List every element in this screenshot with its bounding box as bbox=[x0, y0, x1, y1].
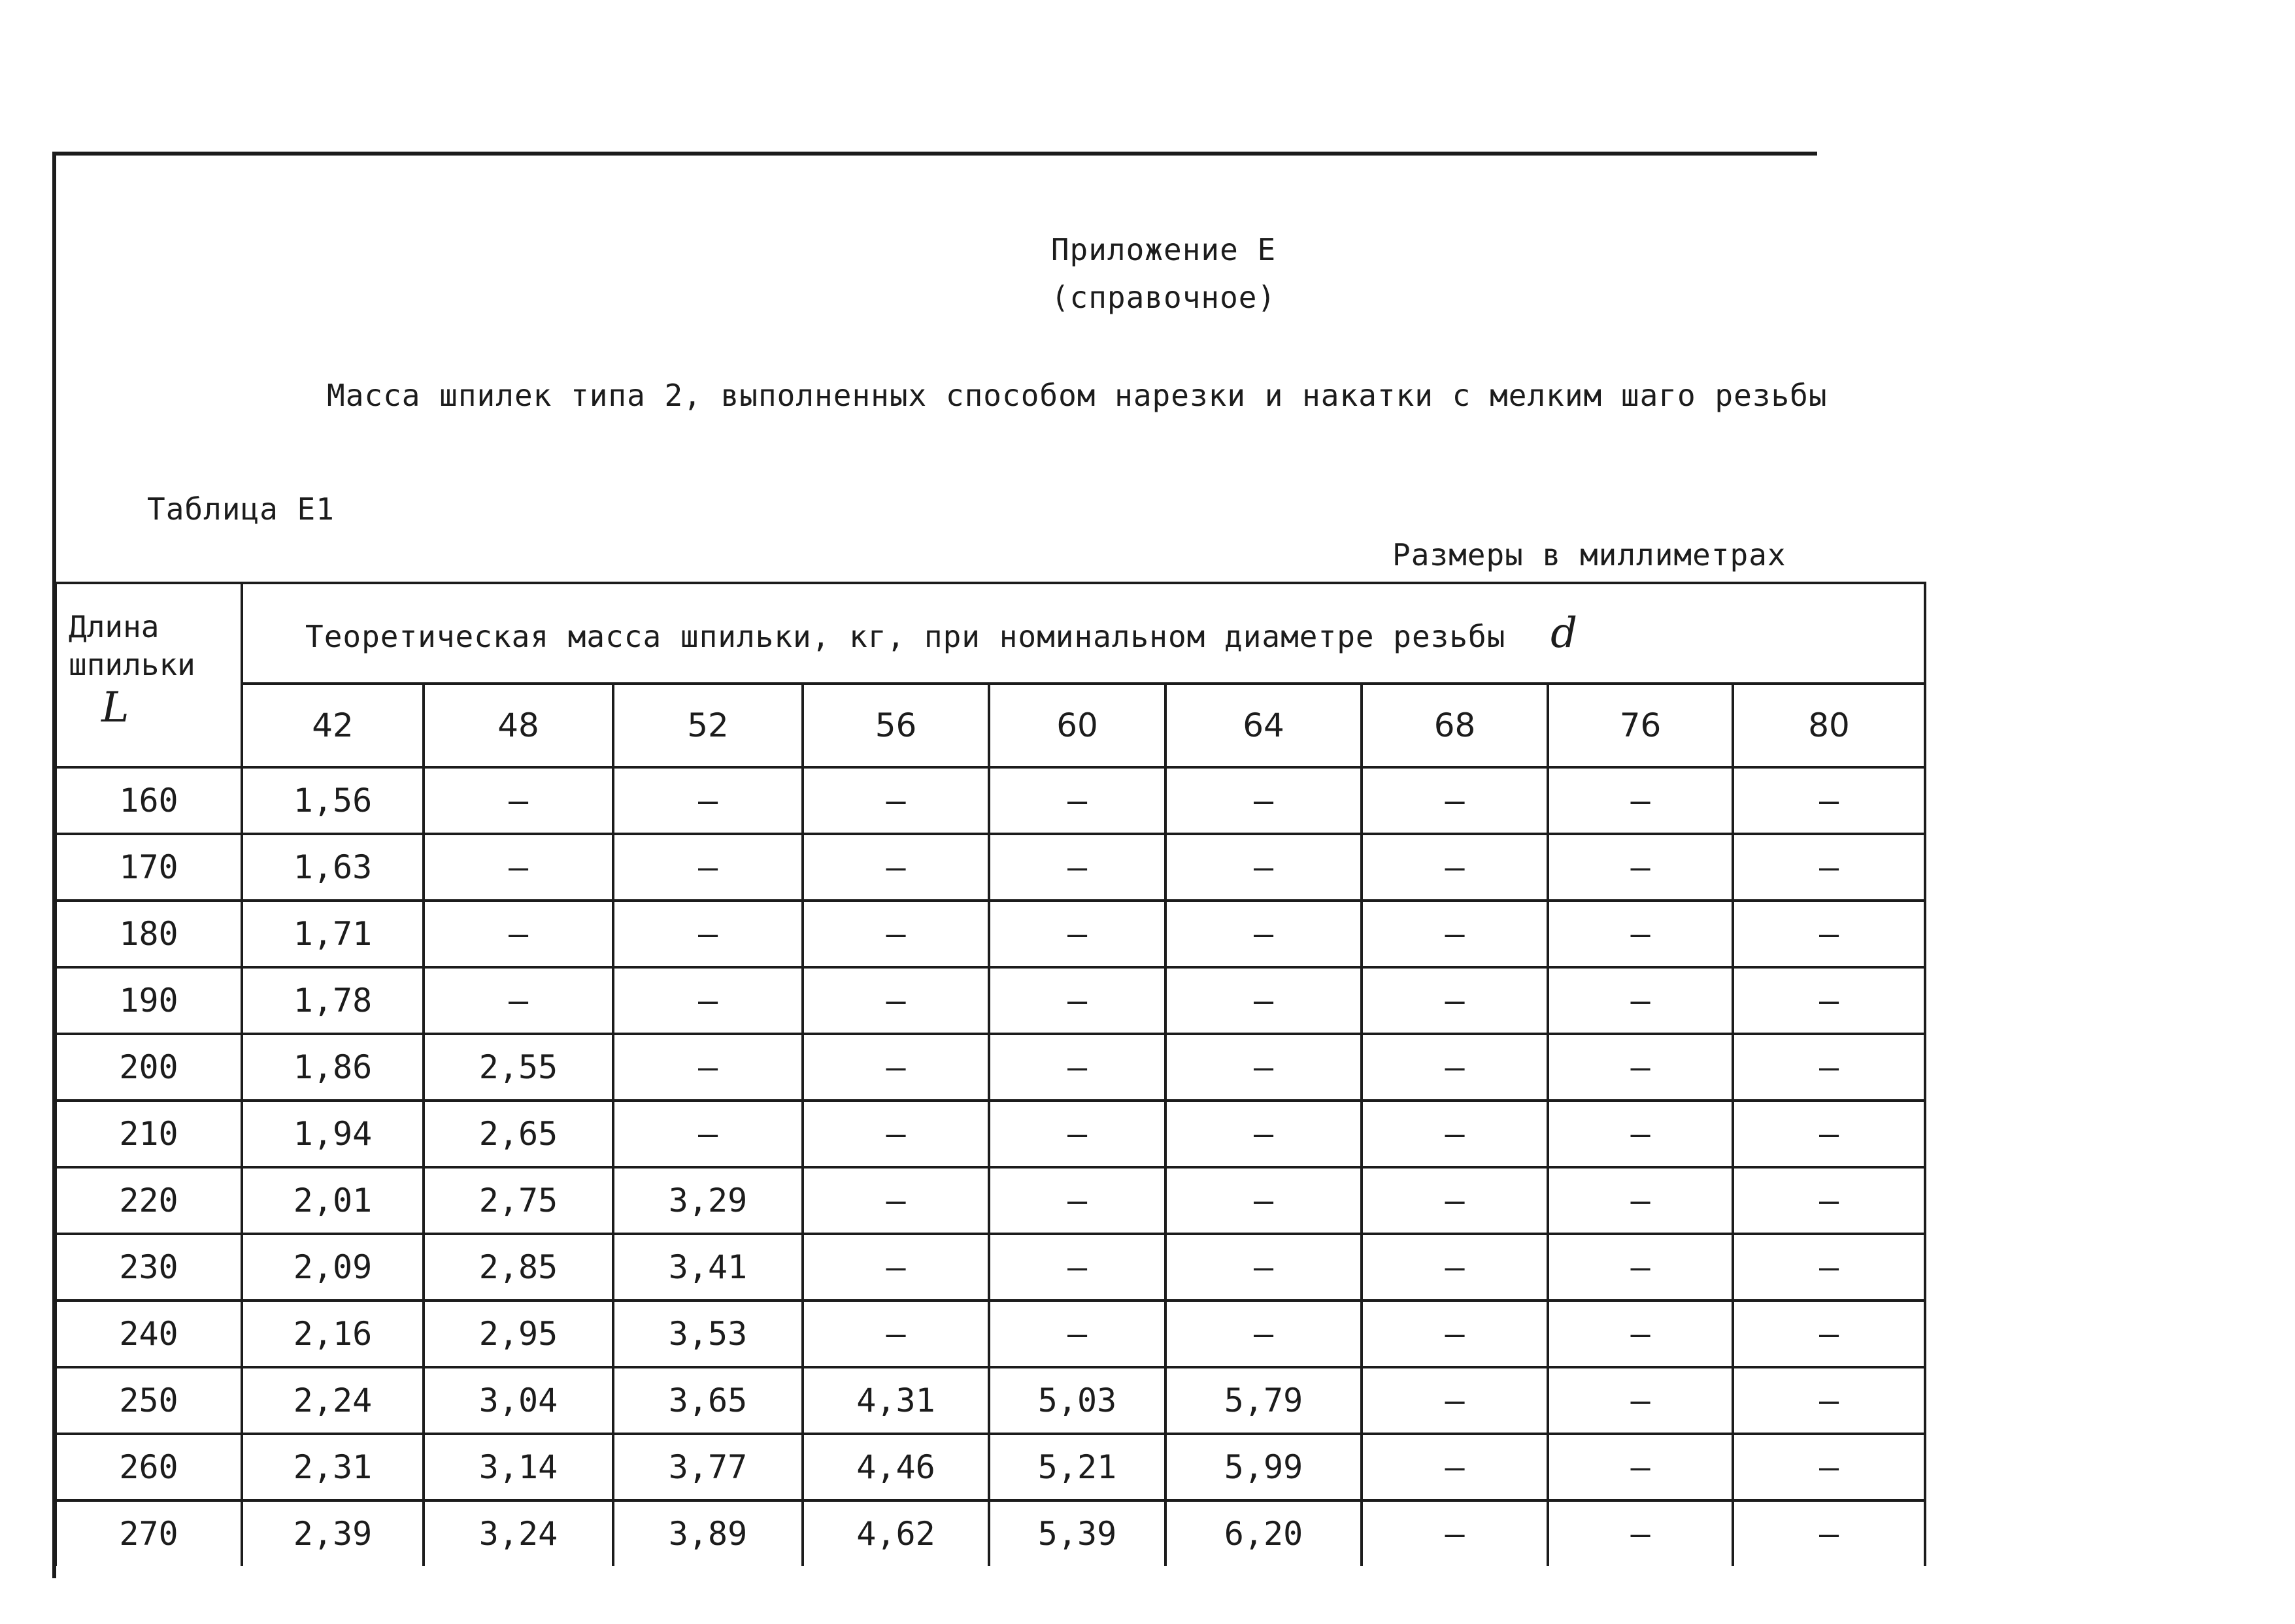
mass-table bbox=[54, 582, 1926, 1566]
mass-cell: 1,56 bbox=[242, 767, 424, 834]
mass-cell: – bbox=[803, 1034, 989, 1101]
mass-cell: 2,16 bbox=[242, 1301, 424, 1367]
mass-cell: – bbox=[803, 834, 989, 901]
mass-cell: – bbox=[1733, 767, 1925, 834]
mass-cell: – bbox=[1733, 967, 1925, 1034]
length-cell: 240 bbox=[56, 1301, 242, 1367]
appendix-label: Приложение Е bbox=[1050, 232, 1277, 267]
mass-cell: 2,31 bbox=[242, 1434, 424, 1500]
mass-cell: – bbox=[1548, 1500, 1733, 1566]
mass-cell: – bbox=[989, 967, 1165, 1034]
table-row bbox=[56, 1167, 1925, 1234]
mass-cell: – bbox=[1362, 1101, 1548, 1167]
diameter-header: 42 bbox=[242, 684, 424, 767]
length-cell: 250 bbox=[56, 1367, 242, 1434]
mass-cell: – bbox=[1733, 1234, 1925, 1301]
mass-cell: – bbox=[989, 1034, 1165, 1101]
table-row bbox=[56, 1500, 1925, 1566]
table-caption: Масса шпилек типа 2, выполненных способом нарезки и накатки с мелким шаго резьбы bbox=[327, 378, 1828, 413]
mass-cell: – bbox=[1165, 1234, 1362, 1301]
mass-cell: – bbox=[424, 901, 613, 967]
mass-cell: – bbox=[1548, 1167, 1733, 1234]
mass-cell: – bbox=[1733, 1034, 1925, 1101]
mass-cell: – bbox=[803, 1167, 989, 1234]
length-header bbox=[56, 583, 242, 767]
table-row bbox=[56, 901, 1925, 967]
mass-cell: 3,89 bbox=[613, 1500, 803, 1566]
top-border-rule bbox=[52, 152, 1817, 156]
mass-cell: 1,63 bbox=[242, 834, 424, 901]
mass-cell: – bbox=[1548, 834, 1733, 901]
mass-cell: – bbox=[803, 901, 989, 967]
table-row bbox=[56, 1434, 1925, 1500]
mass-cell: – bbox=[613, 967, 803, 1034]
units-note: Размеры в миллиметрах bbox=[1392, 537, 1786, 572]
mass-cell: – bbox=[1362, 767, 1548, 834]
mass-cell: – bbox=[1362, 834, 1548, 901]
length-header-label: Длина шпильки bbox=[69, 609, 195, 682]
mass-cell: 2,75 bbox=[424, 1167, 613, 1234]
table-row bbox=[56, 1301, 1925, 1367]
mass-cell: – bbox=[1548, 1234, 1733, 1301]
mass-cell: 5,99 bbox=[1165, 1434, 1362, 1500]
length-cell: 230 bbox=[56, 1234, 242, 1301]
mass-cell: 1,71 bbox=[242, 901, 424, 967]
mass-cell: – bbox=[613, 834, 803, 901]
mass-cell: 6,20 bbox=[1165, 1500, 1362, 1566]
mass-cell: 5,21 bbox=[989, 1434, 1165, 1500]
mass-cell: 3,29 bbox=[613, 1167, 803, 1234]
diameter-symbol: d bbox=[1550, 609, 1579, 657]
length-cell: 270 bbox=[56, 1500, 242, 1566]
diameter-header: 64 bbox=[1165, 684, 1362, 767]
mass-cell: – bbox=[1548, 1101, 1733, 1167]
mass-cell: – bbox=[803, 1101, 989, 1167]
mass-cell: – bbox=[1362, 1367, 1548, 1434]
mass-cell: – bbox=[1165, 1301, 1362, 1367]
mass-cell: – bbox=[989, 767, 1165, 834]
mass-cell: 3,04 bbox=[424, 1367, 613, 1434]
table-row bbox=[56, 1367, 1925, 1434]
table-row bbox=[56, 1034, 1925, 1101]
mass-cell: – bbox=[613, 1101, 803, 1167]
mass-cell: – bbox=[1362, 967, 1548, 1034]
mass-cell: – bbox=[1548, 967, 1733, 1034]
mass-cell: – bbox=[1165, 834, 1362, 901]
length-cell: 190 bbox=[56, 967, 242, 1034]
mass-cell: – bbox=[1165, 1167, 1362, 1234]
mass-cell: – bbox=[1548, 1301, 1733, 1367]
mass-cell: – bbox=[989, 901, 1165, 967]
mass-cell: 3,53 bbox=[613, 1301, 803, 1367]
mass-cell: – bbox=[1733, 834, 1925, 901]
mass-cell: – bbox=[1733, 901, 1925, 967]
diameter-header: 68 bbox=[1362, 684, 1548, 767]
mass-cell: – bbox=[1733, 1434, 1925, 1500]
mass-cell: – bbox=[1165, 1034, 1362, 1101]
mass-cell: 4,62 bbox=[803, 1500, 989, 1566]
mass-cell: – bbox=[1548, 1367, 1733, 1434]
table-row bbox=[56, 1101, 1925, 1167]
header-row bbox=[56, 583, 1925, 684]
mass-cell: – bbox=[1165, 1101, 1362, 1167]
mass-cell: 4,31 bbox=[803, 1367, 989, 1434]
mass-cell: – bbox=[1362, 1034, 1548, 1101]
mass-cell: – bbox=[989, 1301, 1165, 1367]
mass-cell: – bbox=[1733, 1367, 1925, 1434]
mass-cell: – bbox=[1362, 1167, 1548, 1234]
mass-cell: – bbox=[1362, 1434, 1548, 1500]
mass-cell: – bbox=[613, 1034, 803, 1101]
mass-cell: – bbox=[1165, 901, 1362, 967]
diameter-header: 76 bbox=[1548, 684, 1733, 767]
mass-cell: – bbox=[1165, 967, 1362, 1034]
length-cell: 200 bbox=[56, 1034, 242, 1101]
appendix-note: (справочное) bbox=[1050, 280, 1277, 315]
mass-cell: – bbox=[989, 1167, 1165, 1234]
mass-cell: – bbox=[1548, 1034, 1733, 1101]
mass-cell: – bbox=[1165, 767, 1362, 834]
mass-cell: – bbox=[1733, 1301, 1925, 1367]
table-label: Таблица Е1 bbox=[147, 491, 335, 527]
mass-cell: 2,01 bbox=[242, 1167, 424, 1234]
mass-cell: – bbox=[1362, 1234, 1548, 1301]
mass-cell: – bbox=[989, 834, 1165, 901]
mass-cell: – bbox=[1548, 767, 1733, 834]
mass-cell: – bbox=[1362, 1301, 1548, 1367]
mass-cell: 1,86 bbox=[242, 1034, 424, 1101]
mass-cell: 2,09 bbox=[242, 1234, 424, 1301]
mass-cell: – bbox=[424, 834, 613, 901]
diameter-header: 52 bbox=[613, 684, 803, 767]
mass-cell: – bbox=[424, 967, 613, 1034]
mass-cell: 1,94 bbox=[242, 1101, 424, 1167]
mass-cell: – bbox=[1362, 1500, 1548, 1566]
mass-cell: 1,78 bbox=[242, 967, 424, 1034]
mass-cell: – bbox=[1733, 1500, 1925, 1566]
mass-header-label: Теоретическая масса шпильки, кг, при номинальном диаметре резьбы bbox=[305, 619, 1506, 654]
length-cell: 220 bbox=[56, 1167, 242, 1234]
mass-cell: – bbox=[613, 901, 803, 967]
mass-cell: 2,39 bbox=[242, 1500, 424, 1566]
mass-cell: 3,77 bbox=[613, 1434, 803, 1500]
mass-cell: 3,24 bbox=[424, 1500, 613, 1566]
mass-cell: – bbox=[803, 767, 989, 834]
mass-cell: – bbox=[1733, 1101, 1925, 1167]
mass-cell: – bbox=[989, 1101, 1165, 1167]
mass-cell: – bbox=[803, 1301, 989, 1367]
length-cell: 170 bbox=[56, 834, 242, 901]
mass-cell: – bbox=[1548, 901, 1733, 967]
mass-cell: 3,41 bbox=[613, 1234, 803, 1301]
mass-cell: 2,65 bbox=[424, 1101, 613, 1167]
length-symbol: L bbox=[101, 684, 129, 732]
length-cell: 160 bbox=[56, 767, 242, 834]
mass-cell: 5,39 bbox=[989, 1500, 1165, 1566]
mass-cell: – bbox=[1362, 901, 1548, 967]
diameter-row bbox=[56, 684, 1925, 767]
table-row bbox=[56, 967, 1925, 1034]
mass-cell: 2,85 bbox=[424, 1234, 613, 1301]
mass-cell: – bbox=[1733, 1167, 1925, 1234]
mass-cell: 5,03 bbox=[989, 1367, 1165, 1434]
diameter-header: 60 bbox=[989, 684, 1165, 767]
mass-cell: 2,95 bbox=[424, 1301, 613, 1367]
mass-cell: – bbox=[424, 767, 613, 834]
length-cell: 210 bbox=[56, 1101, 242, 1167]
length-cell: 260 bbox=[56, 1434, 242, 1500]
mass-cell: – bbox=[1548, 1434, 1733, 1500]
diameter-header: 48 bbox=[424, 684, 613, 767]
diameter-header: 56 bbox=[803, 684, 989, 767]
mass-cell: 2,24 bbox=[242, 1367, 424, 1434]
mass-header bbox=[242, 583, 1925, 684]
table-row bbox=[56, 767, 1925, 834]
mass-cell: – bbox=[803, 967, 989, 1034]
mass-cell: – bbox=[989, 1234, 1165, 1301]
length-cell: 180 bbox=[56, 901, 242, 967]
mass-cell: 3,14 bbox=[424, 1434, 613, 1500]
table-body bbox=[56, 767, 1925, 1566]
mass-cell: 5,79 bbox=[1165, 1367, 1362, 1434]
table-row bbox=[56, 1234, 1925, 1301]
mass-cell: 4,46 bbox=[803, 1434, 989, 1500]
table-row bbox=[56, 834, 1925, 901]
mass-cell: – bbox=[803, 1234, 989, 1301]
mass-cell: – bbox=[613, 767, 803, 834]
mass-cell: 2,55 bbox=[424, 1034, 613, 1101]
mass-cell: 3,65 bbox=[613, 1367, 803, 1434]
diameter-header: 80 bbox=[1733, 684, 1925, 767]
